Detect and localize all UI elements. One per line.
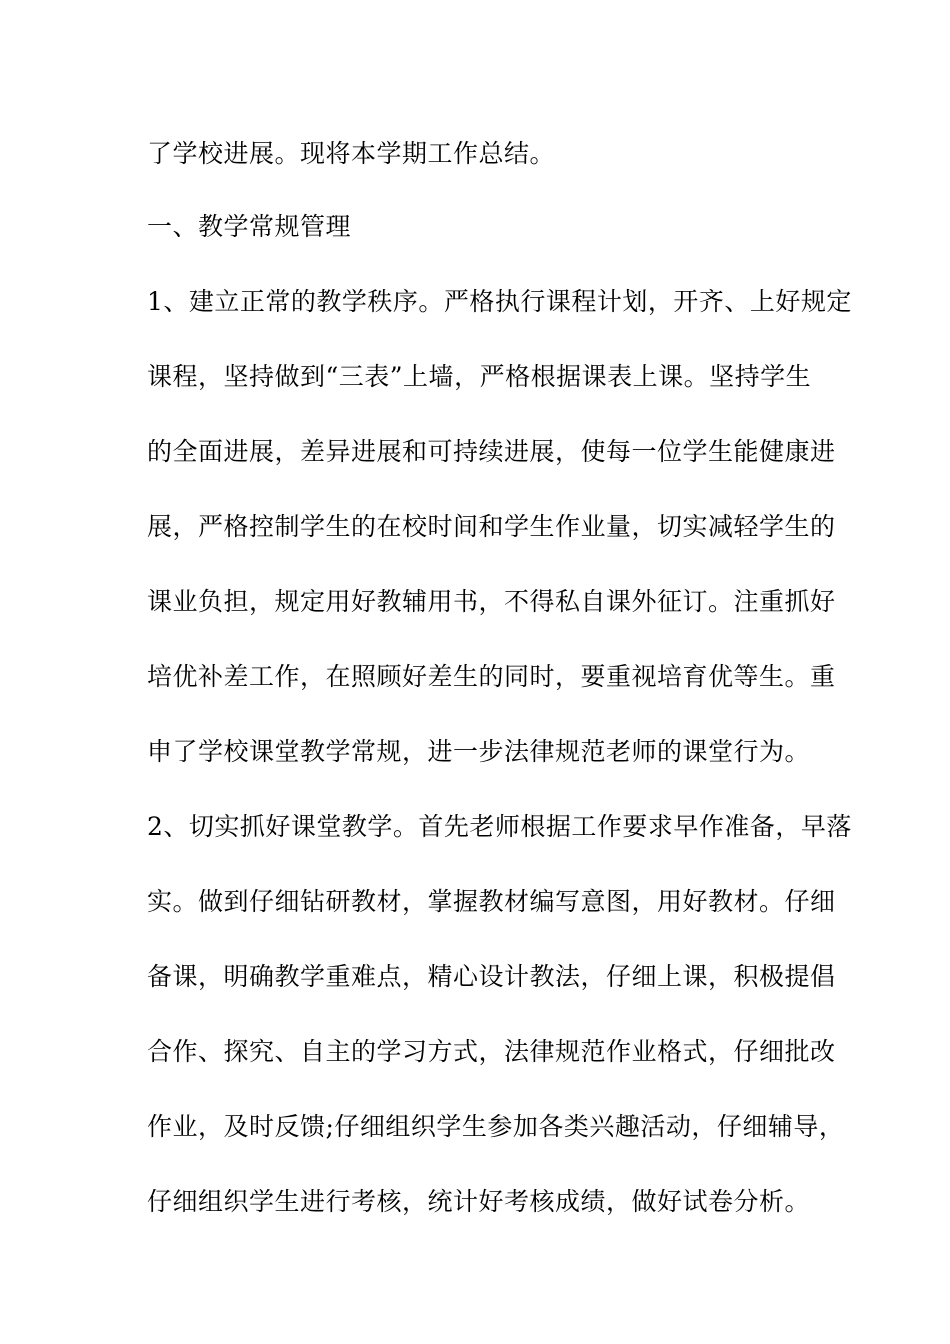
text-line: 实。做到仔细钻研教材，掌握教材编写意图，用好教材。仔细 — [147, 887, 836, 916]
text-line: 的全面进展，差异进展和可持续进展，使每一位学生能健康进 — [147, 437, 836, 466]
text-line: 作业，及时反馈;仔细组织学生参加各类兴趣活动，仔细辅导， — [147, 1112, 845, 1141]
text-line: 课程，坚持做到“三表”上墙，严格根据课表上课。坚持学生 — [147, 362, 812, 391]
text-line: 备课，明确教学重难点，精心设计教法，仔细上课，积极提倡 — [147, 962, 836, 991]
section-heading: 一、教学常规管理 — [147, 212, 352, 241]
text-line: 了学校进展。现将本学期工作总结。 — [147, 139, 556, 168]
text-line: 课业负担，规定用好教辅用书，不得私自课外征订。注重抓好 — [147, 587, 836, 616]
text-line: 展，严格控制学生的在校时间和学生作业量，切实减轻学生的 — [147, 512, 836, 541]
text-line: 合作、探究、自主的学习方式，法律规范作业格式，仔细批改 — [147, 1037, 836, 1066]
text-line: 培优补差工作，在照顾好差生的同时，要重视培育优等生。重 — [147, 662, 836, 691]
text-line: 2、切实抓好课堂教学。首先老师根据工作要求早作准备，早落 — [147, 812, 852, 841]
text-line: 仔细组织学生进行考核，统计好考核成绩，做好试卷分析。 — [147, 1187, 811, 1216]
text-line: 1、建立正常的教学秩序。严格执行课程计划，开齐、上好规定 — [147, 287, 852, 316]
text-line: 申了学校课堂教学常规，进一步法律规范老师的课堂行为。 — [147, 737, 811, 766]
